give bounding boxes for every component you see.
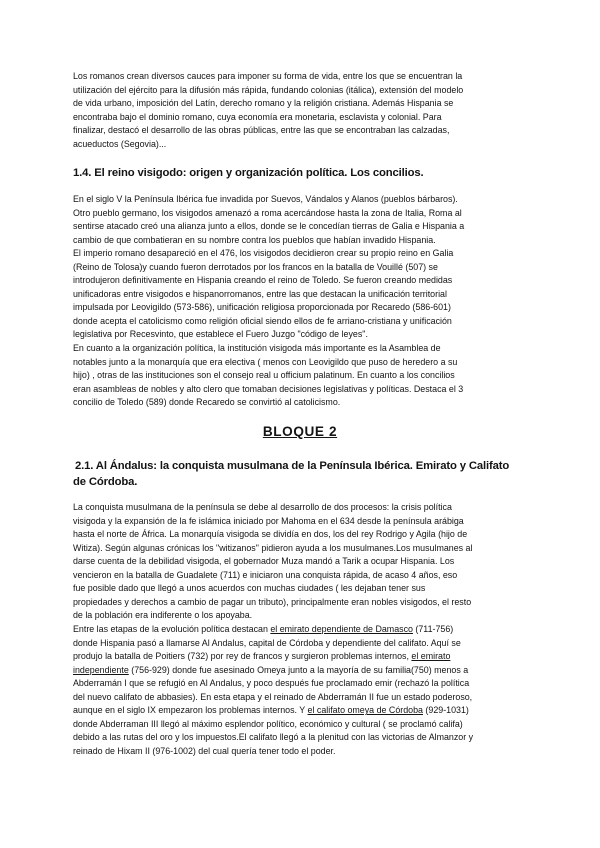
section-2-1-paragraph-2 [73,623,529,758]
text-line: donde acepta el catolicismo como religión oficial siendo ellos de fe arriano-cristiana y unificación [73,315,452,326]
text-line: cambio de que combatieran en su nombre contra los pueblos que habían invadido Hispania. [73,234,436,245]
text-line [73,704,529,718]
section-2-1-heading-line-2: de Córdoba. [73,476,138,488]
text-line: fue posible dado que llegó a unos acuerdos con muchas ciudades ( les dejaban tener sus [73,583,426,594]
text-line: propiedades y derechos a cambio de pagar un tributo), principalmente eran nobles visigodos, el resto [73,596,472,607]
section-1-4-heading: 1.4. El reino visigodo: origen y organización política. Los concilios. [73,167,424,179]
text-line: En el siglo V la Península Ibérica fue invadida por Suevos, Vándalos y Alanos (pueblos bárbaros). [73,194,458,204]
text-line: hasta el norte de África. La monarquía visigoda se dividía en dos, los del rey Rodrigo y Agila (hijo de [73,529,468,540]
section-2-1-paragraph-1 [73,501,529,623]
text-line: legislativa por Recesvinto, que establece el Fuero Juzgo "código de leyes". [73,329,368,340]
text-line: unificadoras entre visigodos e hispanorromanos, entre las que destacan la unificación territorial [73,288,447,299]
text-run: produjo la batalla de Poitiers (732) por rey de francos y surgieron problemas internos, [73,651,412,662]
text-line: Otro pueblo germano, los visigodos amenazó a roma acercándose hasta la zona de Italia, Roma al [73,207,462,218]
section-2-1-heading-line-1: 2.1. Al Ándalus: la conquista musulmana de la Península Ibérica. Emirato y Califato [75,460,510,472]
emirato-independiente-term: el emirato [411,651,451,662]
text-line: El imperio romano desapareció en el 476, los visigodos decidieron crear su propio reino en Galia [73,248,454,259]
text-line: Witiza). Según algunas crónicas los "witizanos" pidieron ayuda a los musulmanes.Los musulmanes al [73,542,473,553]
text-line: Abderramán I que se refugió en Al Andalus, y poco después fue proclamado emir (rechazó la política [73,678,470,689]
text-run: Entre las etapas de la evolución política destacan [73,624,271,634]
emirato-dependiente-term: el emirato dependiente de Damasco [270,624,413,634]
text-line: de la población era indiferente o los apoyaba. [73,610,253,621]
text-line: debido a las rutas del oro y los impuestos.El califato llegó a la plenitud con las victorias de Almanzor y [73,732,474,743]
text-line [73,664,529,678]
text-line: En cuanto a la organización política, la institución visigoda más importante es la Asamblea de [73,343,441,354]
califato-omeya-term: el califato omeya de Córdoba [307,705,423,716]
text-line: darse cuenta de la debilidad visigoda, el gobernador Muza mandó a Tarik a ocupar Hispania. Los [73,556,455,567]
text-line: sentirse atacado creó una alianza junto a ellos, donde se le concedían tierras de Galia e Hispania a [73,221,465,232]
text-line: eran asambleas de nobles y alto clero que tomaban decisiones legislativas y políticas. Destaca el 3 [73,383,464,394]
text-line: donde Hispania pasó a llamarse Al Andalus, capital de Córdoba y dependiente del califato. Aquí se [73,637,461,648]
text-run: (711-756) [412,624,454,634]
section-1-4-paragraph [73,193,529,410]
text-run: (929-1031) [422,705,469,716]
text-line: encontraba bajo el dominio romano, cuya economía era monetaria, esclavista y colonial. Para [73,111,442,122]
text-line: del nuevo califato de abbasies). En esta etapa y el reinado de Abderramán II fue un estado poderoso, [73,691,473,702]
text-line: de vida urbano, imposición del Latín, derecho romano y la religión cristiana. Además Hispania se [73,98,454,109]
intro-paragraph [73,70,529,151]
text-run: aunque en el siglo IX empezaron los problemas internos. Y [73,705,308,716]
text-line: Los romanos crean diversos cauces para imponer su forma de vida, entre los que se encuentran la [73,71,463,81]
text-line: concilio de Toledo (589) donde Recaredo se convirtió al catolicismo. [73,397,341,408]
text-line: acueductos (Segovia)... [73,138,167,149]
text-line: notables junto a la monarquía que era electiva ( menos con Leovigildo que puso de heredero a su [73,356,458,367]
text-line: hijo) , otras de las instituciones son el consejo real u officium palatinum. En cuanto a los concilios [73,370,455,381]
text-line: utilización del ejército para la difusión más rápida, fundando colonias (itálica), extensión del modelo [73,84,464,95]
text-line: (Reino de Tolosa)y cuando fueron derrotados por los francos en la batalla de Vouillé (507) se [73,261,438,272]
text-run: (756-929) donde fue asesinado Omeya junto a la mayoría de su familia(750) menos a [128,664,469,675]
text-line: donde Abderraman III llegó al máximo esplendor político, económico y cultural ( se proclamó califa) [73,718,463,729]
text-line: visigoda y la expansión de la fe islámica iniciado por Mahoma en el 634 desde la península arábiga [73,515,464,526]
text-line: introdujeron definitivamente en Hispania creando el reino de Toledo. Se fueron creando medidas [73,275,453,286]
emirato-independiente-term-cont: independiente [73,664,129,675]
text-line: reinado de Hixam II (976-1002) del cual quería tener todo el poder. [73,745,336,756]
text-line: La conquista musulmana de la península se debe al desarrollo de dos procesos: la crisis política [73,502,452,512]
text-line [73,623,529,637]
text-line: impulsada por Leovigildo (573-586), unificación religiosa proporcionada por Recaredo (586-601) [73,302,451,313]
block-title: BLOQUE 2 [262,424,338,439]
text-line: finalizar, destacó el desarrollo de las obras públicas, entre las que se encontraban las calzadas, [73,125,450,136]
text-line: vencieron en la batalla de Guadalete (711) e iniciaron una conquista rápida, de acaso 4 años, eso [73,569,458,580]
text-line [73,650,529,664]
